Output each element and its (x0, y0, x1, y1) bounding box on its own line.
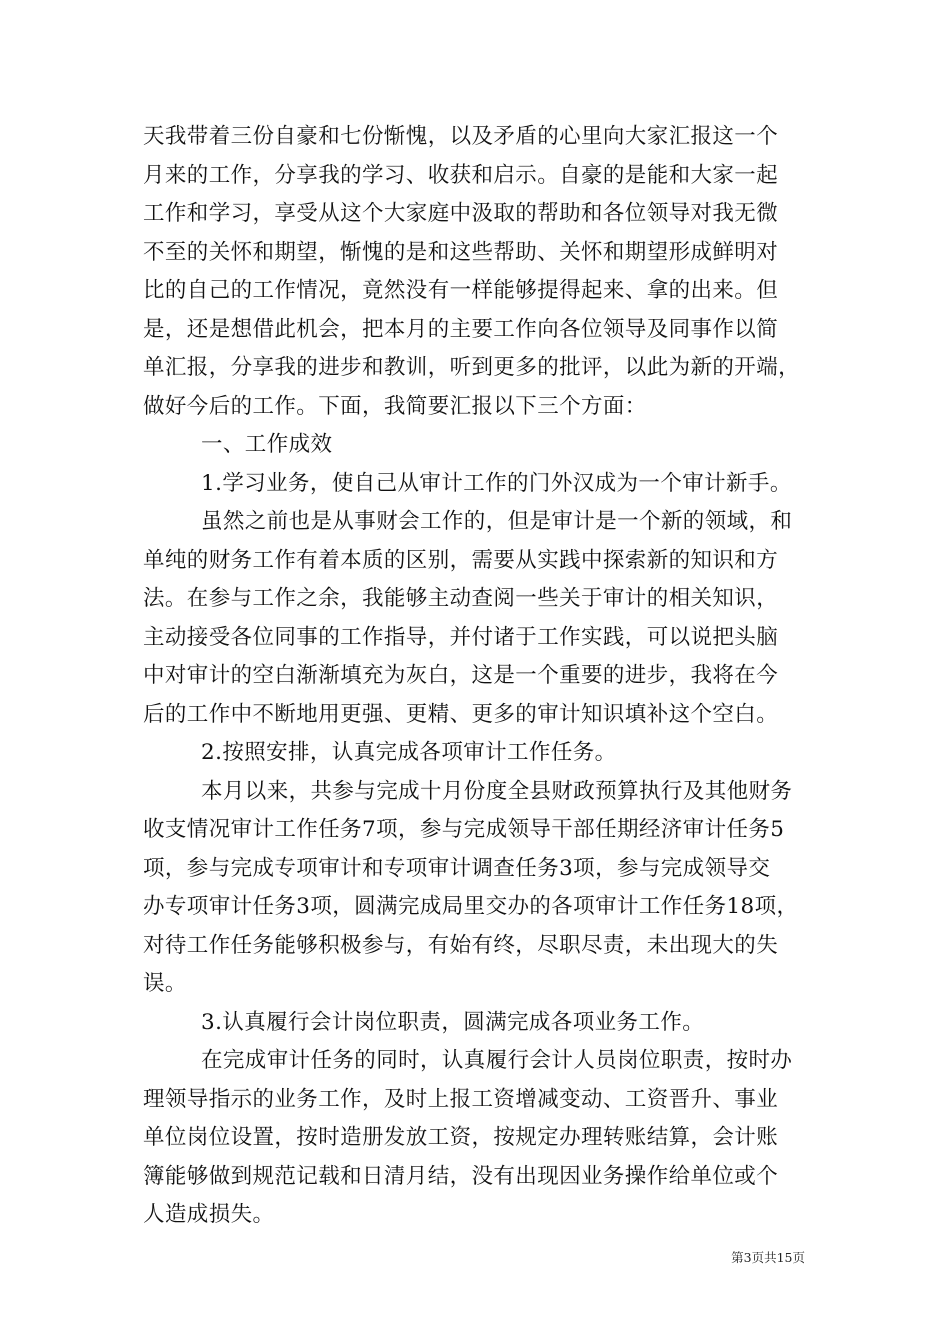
text-line: 2.按照安排，认真完成各项审计工作任务。 (201, 740, 617, 765)
page-number-footer: 第3页共15页 (731, 1250, 805, 1265)
text-line: 一、工作成效 (201, 432, 333, 457)
text-line: 月来的工作，分享我的学习、收获和启示。自豪的是能和大家一起 (143, 162, 779, 188)
text-line: 本月以来，共参与完成十月份度全县财政预算执行及其他财务 (201, 778, 793, 804)
body-text (143, 118, 823, 1235)
text-line: 对待工作任务能够积极参与，有始有终，尽职尽责，未出现大的失 (143, 932, 779, 958)
text-line: 工作和学习，享受从这个大家庭中汲取的帮助和各位领导对我无微 (143, 201, 779, 226)
text-line: 中对审计的空白渐渐填充为灰白，这是一个重要的进步，我将在今 (143, 663, 779, 688)
text-line: 收支情况审计工作任务7项，参与完成领导干部任期经济审计任务5 (143, 817, 785, 842)
text-line: 单位岗位设置，按时造册发放工资，按规定办理转账结算，会计账 (143, 1125, 779, 1150)
text-line: 比的自己的工作情况，竟然没有一样能够提得起来、拿的出来。但 (143, 278, 779, 303)
text-line: 理领导指示的业务工作，及时上报工资增减变动、工资晋升、事业 (143, 1086, 779, 1112)
text-line: 单纯的财务工作有着本质的区别，需要从实践中探索新的知识和方 (143, 547, 779, 573)
text-line: 人造成损失。 (143, 1202, 275, 1227)
text-line: 是，还是想借此机会，把本月的主要工作向各位领导及同事作以简 (143, 316, 779, 342)
text-line: 不至的关怀和期望，惭愧的是和这些帮助、关怀和期望形成鲜明对 (143, 239, 779, 265)
text-line: 法。在参与工作之余，我能够主动查阅一些关于审计的相关知识， (143, 586, 779, 611)
text-line: 虽然之前也是从事财会工作的，但是审计是一个新的领域，和 (201, 509, 793, 534)
text-line: 单汇报，分享我的进步和教训，听到更多的批评，以此为新的开端， (143, 355, 801, 380)
text-line: 1.学习业务，使自己从审计工作的门外汉成为一个审计新手。 (201, 470, 792, 496)
text-line: 3.认真履行会计岗位职责，圆满完成各项业务工作。 (201, 1009, 705, 1035)
text-line: 办专项审计任务3项，圆满完成局里交办的各项审计工作任务18项， (143, 894, 799, 919)
text-line: 做好今后的工作。下面，我简要汇报以下三个方面： (143, 393, 647, 419)
text-line: 误。 (143, 971, 187, 996)
text-line: 天我带着三份自豪和七份惭愧，以及矛盾的心里向大家汇报这一个 (143, 124, 779, 149)
text-line: 项，参与完成专项审计和专项审计调查任务3项，参与完成领导交 (143, 855, 771, 881)
text-line: 主动接受各位同事的工作指导，并付诸于工作实践，可以说把头脑 (143, 624, 779, 650)
text-line: 在完成审计任务的同时，认真履行会计人员岗位职责，按时办 (201, 1048, 793, 1073)
text-line: 后的工作中不断地用更强、更精、更多的审计知识填补这个空白。 (143, 701, 779, 727)
text-line: 簿能够做到规范记载和日清月结，没有出现因业务操作给单位或个 (143, 1163, 779, 1189)
